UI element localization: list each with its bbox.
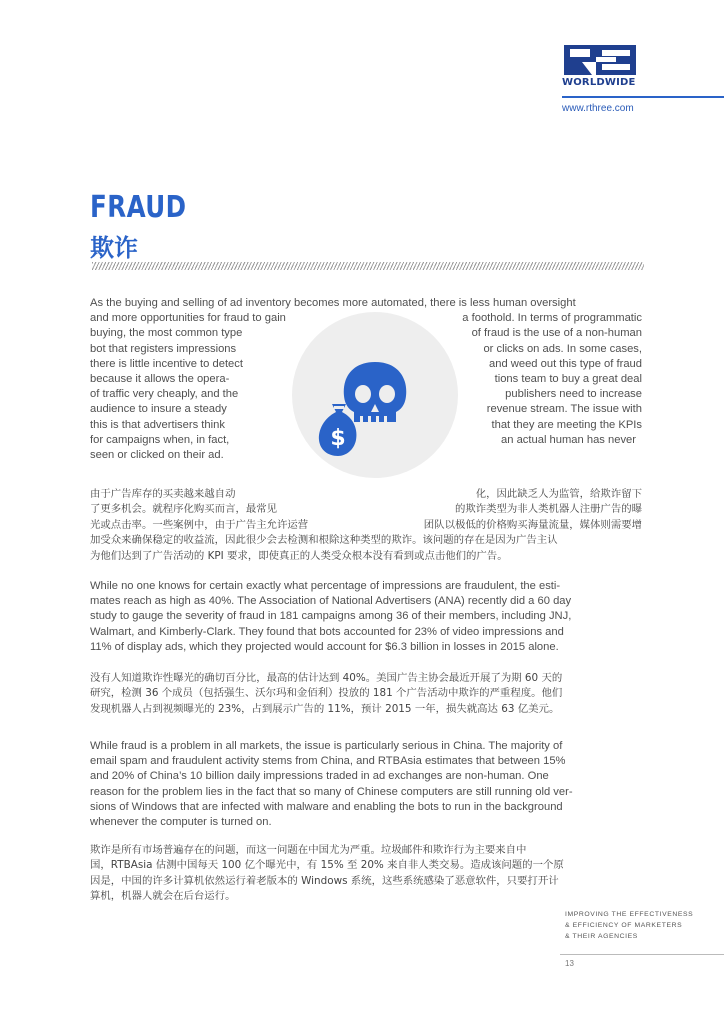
page-title-english: FRAUD	[90, 190, 187, 225]
text-line: 11% of display ads, which they projected would account for $6.3 billion in losses in 2015 alone.	[90, 640, 559, 653]
text-line: 算机，机器人就会在后台运行。	[90, 890, 236, 903]
paragraph-en-2	[90, 579, 642, 655]
hatch-divider	[92, 262, 644, 270]
text-line-split: 由于广告库存的买卖越来越自动 化，因此缺乏人为监管，给欺诈留下	[90, 488, 642, 500]
text-line-split: buying, the most common type of fraud is the use of a non-human	[90, 327, 642, 340]
text-line: study to gauge the severity of fraud in 181 campaigns among 36 of their members, including JNJ,	[90, 610, 572, 623]
svg-text:$: $	[330, 426, 346, 451]
text-line: While no one knows for certain exactly what percentage of impressions are fraudulent, the esti-	[90, 580, 561, 592]
text-line-split: 了更多机会。就程序化购买而言，最常见 的欺诈类型为非人类机器人注册广告的曝	[90, 503, 642, 516]
fraud-illustration	[292, 312, 458, 478]
text-line-split: for campaigns when, in fact, an actual human has never	[90, 433, 636, 446]
website-link[interactable]: www.rthree.com	[562, 103, 634, 114]
text-line-split: and more opportunities for fraud to gain a foothold. In terms of programmatic	[90, 312, 642, 325]
footer-rule	[560, 954, 724, 955]
text-line: seen or clicked on their ad.	[90, 449, 224, 462]
logo-subtitle: WORLDWIDE	[562, 77, 636, 88]
text-line-split: 光或点击率。一些案例中，由于广告主允许运营 团队以极低的价格购买海量流量，媒体则需要增	[90, 518, 642, 531]
text-line-split: of traffic very cheaply, and the publishers need to increase	[90, 388, 642, 401]
text-line: 没有人知道欺诈性曝光的确切百分比，最高的估计达到 40%。美国广告主协会最近开展了为期 60 天的	[90, 672, 563, 684]
text-line-split: bot that registers impressions or clicks on ads. In some cases,	[90, 342, 642, 355]
text-line-split: there is little incentive to detect and weed out this type of fraud	[90, 357, 642, 370]
text-line: email spam and fraudulent activity stems from China, and RTBAsia estimates that between 15%	[90, 755, 566, 768]
text-line-split: this is that advertisers think that they are meeting the KPIs	[90, 418, 642, 431]
paragraph-en-3	[90, 739, 642, 830]
text-line: and 20% of China’s 10 billion daily impressions traded in ad exchanges are non-human. One	[90, 770, 549, 783]
footer-line: & EFFICIENCY OF MARKETERS	[565, 922, 683, 929]
text-line: 发现机器人占到视频曝光的 23%，占到展示广告的 11%，预计 2015 一年，损失就高达 63 亿美元。	[90, 702, 560, 715]
paragraph-zh-1	[90, 487, 642, 564]
text-line: While fraud is a problem in all markets, the issue is particularly serious in China. The majority of	[90, 740, 563, 752]
text-line: reason for the problem lies in the fact that so many of Chinese computers are still running old ver-	[90, 785, 573, 798]
text-line: 为他们达到了广告活动的 KPI 要求，即使真正的人类受众根本没有看到或点击他们的广告。	[90, 549, 508, 562]
page-title-chinese: 欺诈	[90, 234, 138, 262]
footer-line: IMPROVING THE EFFECTIVENESS	[565, 911, 694, 918]
text-line: mates reach as high as 40%. The Association of National Advertisers (ANA) recently did a 60 day	[90, 595, 572, 608]
text-line: whenever the computer is turned on.	[90, 816, 272, 829]
text-line: 欺诈是所有市场普遍存在的问题，而这一问题在中国尤为严重。垃圾邮件和欺诈行为主要来自中	[90, 844, 527, 856]
paragraph-zh-3	[90, 843, 642, 905]
text-line: Walmart, and Kimberly-Clark. They found that bots accounted for 23% of video impressions and	[90, 625, 564, 638]
text-line: 因是，中国的许多计算机依然运行着老版本的 Windows 系统，这些系统感染了恶意软件，只要打开计	[90, 874, 559, 887]
text-line: 研究，检测 36 个成员（包括强生、沃尔玛和金佰利）投放的 181 个广告活动中欺诈的严重程度。他们	[90, 687, 563, 700]
text-line: 加受众来确保稳定的收益流，因此很少会去检测和根除这种类型的欺诈。该问题的存在是因为广告主认	[90, 534, 558, 547]
r3-logo-mark	[562, 42, 642, 76]
text-line: sions of Windows that are infected with malware and enabling the bots to run in the background	[90, 800, 563, 813]
footer-line: & THEIR AGENCIES	[565, 933, 638, 940]
skull-moneybag-icon	[292, 312, 458, 478]
text-line: 国，RTBAsia 估测中国每天 100 亿个曝光中，有 15% 至 20% 来自非人类交易。造成该问题的一个原	[90, 859, 564, 872]
text-line-split: because it allows the opera- tions team to buy a great deal	[90, 373, 642, 386]
header-rule	[562, 96, 724, 98]
r3-logo	[562, 42, 642, 88]
footer-tagline	[565, 909, 693, 942]
paragraph-zh-2	[90, 671, 642, 717]
page-number: 13	[565, 959, 574, 968]
text-line: As the buying and selling of ad inventory becomes more automated, there is less human oversight	[90, 297, 576, 309]
text-line-split: audience to insure a steady revenue stream. The issue with	[90, 403, 642, 416]
